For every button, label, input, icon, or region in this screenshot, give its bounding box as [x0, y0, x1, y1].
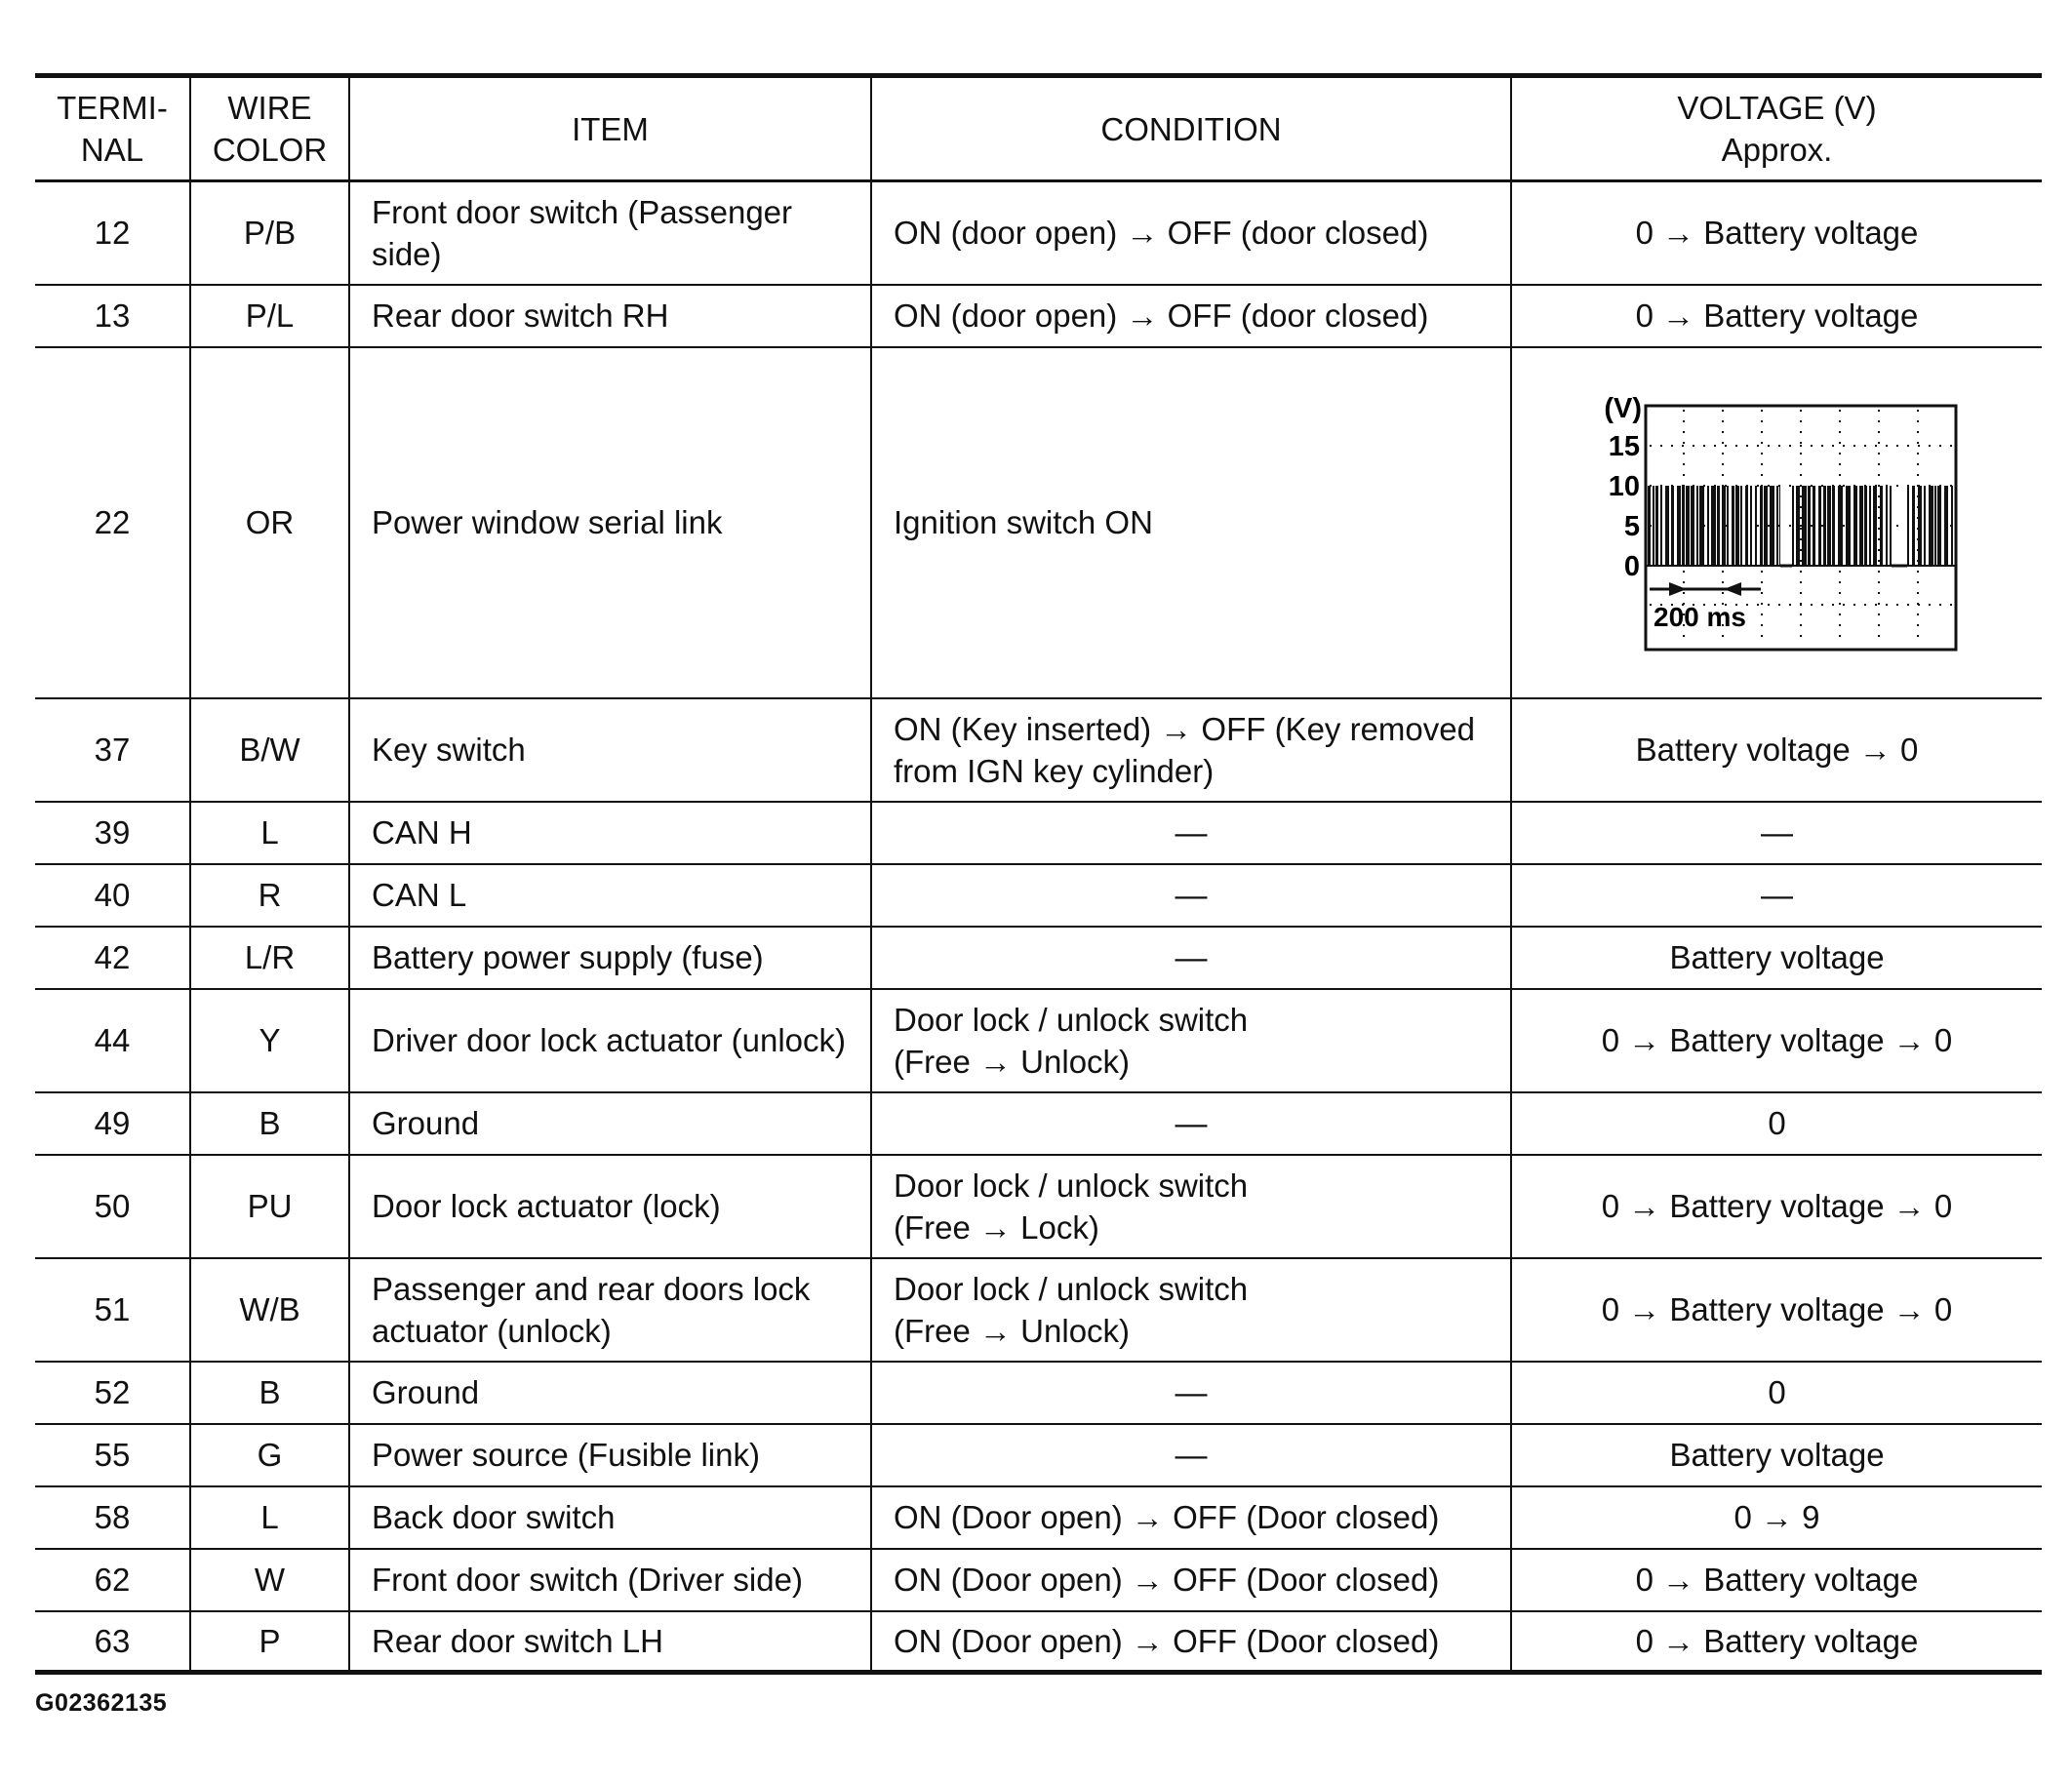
pulse-bar [1755, 486, 1757, 566]
cell-item: Front door switch (Driver side) [349, 1549, 871, 1611]
cell-voltage: 0 → Battery voltage [1511, 1611, 2042, 1673]
cell-wire-color: G [190, 1424, 349, 1486]
pulse-bar [1648, 486, 1651, 566]
table-row [35, 1092, 2042, 1155]
cell-wire-color: P/B [190, 181, 349, 285]
header-item: ITEM [349, 76, 871, 181]
cell-condition: ON (Door open) → OFF (Door closed) [871, 1611, 1511, 1673]
cell-voltage: 0 → 9 [1511, 1486, 2042, 1549]
cell-terminal: 62 [35, 1549, 190, 1611]
cell-condition: ON (Door open) → OFF (Door closed) [871, 1486, 1511, 1549]
cell-voltage: 0 → Battery voltage → 0 [1511, 989, 2042, 1092]
pulse-bar [1869, 486, 1871, 566]
pulse-bar [1796, 486, 1800, 566]
cell-condition: ON (door open) → OFF (door closed) [871, 181, 1511, 285]
cell-terminal: 40 [35, 864, 190, 927]
terminal-spec-table [35, 73, 2042, 1675]
pulse-bar [1707, 486, 1709, 566]
cell-voltage: 0 → Battery voltage [1511, 181, 2042, 285]
figure-code: G02362135 [35, 1689, 168, 1717]
pulse-bar [1745, 486, 1748, 566]
cell-wire-color: B [190, 1362, 349, 1424]
cell-wire-color: OR [190, 347, 349, 698]
cell-terminal: 51 [35, 1258, 190, 1362]
pulse-bar [1699, 486, 1704, 566]
y-tick-label: 15 [1608, 430, 1640, 462]
pulse-bar [1859, 486, 1863, 566]
pulse-bar [1912, 486, 1915, 566]
pulse-bar [1770, 486, 1774, 566]
cell-wire-color: B/W [190, 698, 349, 802]
pulse-bar [1671, 486, 1674, 566]
pulse-bar [1776, 486, 1778, 566]
pulse-bar [1691, 486, 1694, 566]
pulse-bar [1717, 486, 1720, 566]
pulse-bar [1853, 486, 1857, 566]
cell-condition: ON (Key inserted) → OFF (Key removed from IGN key cylinder) [871, 698, 1511, 802]
cell-item: Rear door switch LH [349, 1611, 871, 1673]
table-row [35, 864, 2042, 927]
cell-item: Passenger and rear doors lock actuator (unlock) [349, 1258, 871, 1362]
cell-condition: ON (Door open) → OFF (Door closed) [871, 1549, 1511, 1611]
table-row [35, 181, 2042, 285]
cell-wire-color: L/R [190, 927, 349, 989]
pulse-bar [1838, 486, 1843, 566]
pulse-bar [1682, 486, 1685, 566]
pulse-bar [1846, 486, 1851, 566]
cell-item: Key switch [349, 698, 871, 802]
cell-condition: Door lock / unlock switch (Free → Unlock) [871, 989, 1511, 1092]
pulse-bar [1929, 486, 1933, 566]
time-scale-label: 200 ms [1653, 601, 1746, 632]
cell-wire-color: L [190, 802, 349, 864]
cell-condition: — [871, 1424, 1511, 1486]
table-row [35, 989, 2042, 1092]
pulse-bar [1827, 486, 1831, 566]
pulse-bar [1808, 486, 1811, 566]
cell-terminal: 52 [35, 1362, 190, 1424]
pulse-bar [1660, 486, 1662, 566]
cell-terminal: 55 [35, 1424, 190, 1486]
cell-item: Back door switch [349, 1486, 871, 1549]
y-tick-label: 10 [1608, 470, 1640, 502]
cell-item: Ground [349, 1092, 871, 1155]
cell-wire-color: L [190, 1486, 349, 1549]
cell-wire-color: W/B [190, 1258, 349, 1362]
pulse-bar [1937, 486, 1941, 566]
cell-terminal: 50 [35, 1155, 190, 1258]
pulse-bar [1760, 486, 1763, 566]
pulse-bar [1727, 486, 1729, 566]
header-wire-color: WIRE COLOR [190, 76, 349, 181]
header-condition: CONDITION [871, 76, 1511, 181]
cell-voltage: 0 → Battery voltage → 0 [1511, 1155, 2042, 1258]
cell-item: Front door switch (Passenger side) [349, 181, 871, 285]
cell-voltage: Battery voltage [1511, 1424, 2042, 1486]
cell-voltage: 0 [1511, 1362, 2042, 1424]
pulse-bar [1886, 486, 1888, 566]
cell-item: Driver door lock actuator (unlock) [349, 989, 871, 1092]
pulse-bar [1944, 486, 1948, 566]
table-row [35, 1258, 2042, 1362]
pulse-bar [1740, 486, 1742, 566]
table-row [35, 802, 2042, 864]
cell-voltage: Battery voltage → 0 [1511, 698, 2042, 802]
cell-voltage: 0 → Battery voltage → 0 [1511, 1258, 2042, 1362]
cell-terminal: 42 [35, 927, 190, 989]
pulse-bar [1873, 486, 1877, 566]
cell-wire-color: P [190, 1611, 349, 1673]
pulse-bar [1696, 486, 1698, 566]
table-row [35, 1362, 2042, 1424]
pulse-bar [1655, 486, 1658, 566]
cell-wire-color: B [190, 1092, 349, 1155]
cell-item: Power source (Fusible link) [349, 1424, 871, 1486]
cell-condition: — [871, 1362, 1511, 1424]
cell-voltage: Battery voltage [1511, 927, 2042, 989]
serial-link-waveform [1597, 391, 1958, 654]
cell-wire-color: W [190, 1549, 349, 1611]
cell-condition: Door lock / unlock switch (Free → Lock) [871, 1155, 1511, 1258]
pulse-bar [1880, 486, 1883, 566]
cell-condition: Ignition switch ON [871, 347, 1511, 698]
cell-wire-color: Y [190, 989, 349, 1092]
cell-condition: — [871, 1092, 1511, 1155]
pulse-bar [1818, 486, 1821, 566]
cell-item: Rear door switch RH [349, 285, 871, 347]
pulse-bar [1823, 486, 1826, 566]
cell-terminal: 63 [94, 1622, 131, 1659]
cell-wire-color: P/L [190, 285, 349, 347]
pulse-bar [1934, 486, 1936, 566]
pulse-bar [1951, 486, 1953, 566]
y-axis-unit-label: (V) [1603, 392, 1642, 424]
cell-voltage: 0 → Battery voltage [1511, 1549, 2042, 1611]
table-row [35, 347, 2042, 698]
cell-item: CAN L [349, 864, 871, 927]
cell-wire-color: R [190, 864, 349, 927]
cell-condition: ON (door open) → OFF (door closed) [871, 285, 1511, 347]
pulse-bar [1792, 486, 1794, 566]
table-row [35, 698, 2042, 802]
pulse-bar [1907, 486, 1909, 566]
cell-item: Power window serial link [349, 347, 871, 698]
pulse-bar [1711, 486, 1716, 566]
table-row [35, 1549, 2042, 1611]
pulse-bar [1864, 486, 1867, 566]
pulse-bar [1750, 486, 1752, 566]
pulse-bar [1665, 486, 1669, 566]
cell-terminal: 58 [35, 1486, 190, 1549]
cell-terminal: 39 [35, 802, 190, 864]
pulse-bar [1732, 486, 1734, 566]
pulse-bar [1722, 486, 1726, 566]
cell-condition: — [871, 927, 1511, 989]
table-row [35, 1486, 2042, 1549]
pulse-bar [1832, 486, 1835, 566]
pulse-bar [1764, 486, 1768, 566]
cell-condition: — [871, 864, 1511, 927]
pulse-bar [1918, 486, 1922, 566]
cell-item: Ground [349, 1362, 871, 1424]
pulse-bar [1890, 486, 1892, 566]
y-tick-label: 0 [1623, 550, 1640, 582]
cell-terminal: 44 [35, 989, 190, 1092]
pulse-bar [1686, 486, 1690, 566]
pulse-bar [1924, 486, 1926, 566]
cell-voltage: — [1511, 864, 2042, 927]
pulse-bar [1779, 486, 1780, 566]
cell-voltage: — [1511, 802, 2042, 864]
table-row [35, 285, 2042, 347]
header-voltage: VOLTAGE (V) Approx. [1511, 76, 2042, 181]
cell-item: Battery power supply (fuse) [349, 927, 871, 989]
pulse-bar [1677, 486, 1681, 566]
cell-voltage: 0 [1511, 1092, 2042, 1155]
cell-terminal: 12 [35, 181, 190, 285]
cell-voltage: 0 → Battery voltage [1511, 285, 2042, 347]
cell-voltage [1511, 347, 2042, 698]
cell-item: CAN H [349, 802, 871, 864]
table-body [35, 181, 2042, 1673]
cell-wire-color: PU [190, 1155, 349, 1258]
table-row [35, 1424, 2042, 1486]
table-row [35, 1155, 2042, 1258]
cell-terminal: 13 [35, 285, 190, 347]
pulse-bar [1653, 486, 1654, 566]
cell-condition: — [871, 802, 1511, 864]
table-row [35, 1611, 2042, 1673]
pulse-bar [1735, 486, 1739, 566]
cell-terminal: 49 [35, 1092, 190, 1155]
cell-condition: Door lock / unlock switch (Free → Unlock) [871, 1258, 1511, 1362]
y-tick-label: 5 [1623, 510, 1640, 542]
cell-terminal: 22 [35, 347, 190, 698]
header-row [35, 76, 2042, 181]
cell-terminal: 37 [35, 698, 190, 802]
pulse-bar [1802, 486, 1807, 566]
pulse-bar [1813, 486, 1815, 566]
table-row [35, 927, 2042, 989]
header-terminal: TERMI- NAL [35, 76, 190, 181]
cell-item: Door lock actuator (lock) [349, 1155, 871, 1258]
